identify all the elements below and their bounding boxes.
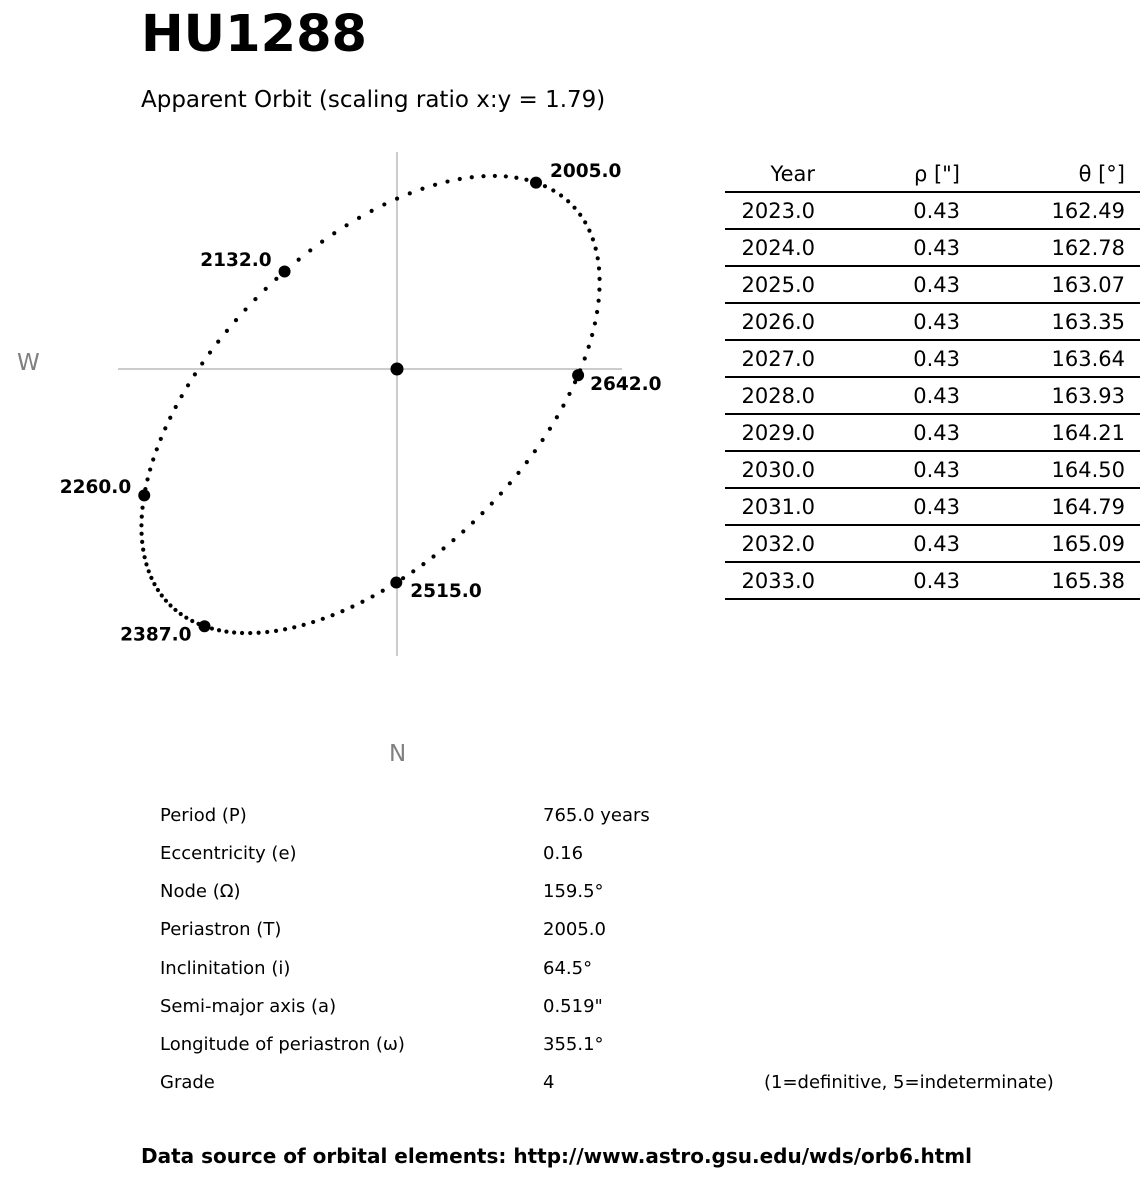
orbit-dot bbox=[593, 321, 597, 325]
orbit-dot bbox=[253, 297, 257, 301]
orbit-dot bbox=[248, 631, 252, 635]
orbit-dot bbox=[190, 619, 194, 623]
ephemeris-cell: 165.09 bbox=[960, 525, 1140, 562]
orbit-dot bbox=[168, 603, 172, 607]
orbit-dot bbox=[566, 199, 570, 203]
ephemeris-cell: 2023.0 bbox=[725, 192, 815, 229]
orbit-dot bbox=[143, 555, 147, 559]
orbit-dot bbox=[590, 333, 594, 337]
orbit-dot bbox=[411, 569, 415, 573]
orbital-element-row bbox=[0, 801, 1141, 831]
orbit-dot bbox=[561, 404, 565, 408]
orbital-element-value: 0.519" bbox=[543, 995, 603, 1017]
orbit-dot bbox=[232, 630, 236, 634]
orbit-dot bbox=[156, 588, 160, 592]
orbit-dot bbox=[240, 631, 244, 635]
orbit-dot bbox=[451, 538, 455, 542]
orbit-dot bbox=[401, 576, 405, 580]
orbit-dot bbox=[370, 594, 374, 598]
epoch-dot bbox=[530, 177, 542, 189]
orbit-dot bbox=[174, 405, 178, 409]
ephemeris-cell: 163.35 bbox=[960, 303, 1140, 340]
orbit-dot bbox=[217, 628, 221, 632]
orbit-dot bbox=[493, 174, 497, 178]
ephemeris-row bbox=[725, 340, 1140, 377]
ephemeris-cell: 0.43 bbox=[815, 266, 960, 303]
apparent-orbit-plot bbox=[0, 140, 700, 800]
orbit-dot bbox=[458, 177, 462, 181]
ephemeris-cell: 0.43 bbox=[815, 525, 960, 562]
orbital-element-value: 159.5° bbox=[543, 881, 604, 903]
ephemeris-cell: 2025.0 bbox=[725, 266, 815, 303]
orbit-dot bbox=[332, 231, 336, 235]
orbit-dot bbox=[257, 631, 261, 635]
ephemeris-cell: 0.43 bbox=[815, 340, 960, 377]
ephemeris-cell: 164.50 bbox=[960, 451, 1140, 488]
ephemeris-cell: 0.43 bbox=[815, 488, 960, 525]
west-axis-label: W bbox=[17, 350, 40, 376]
ephemeris-cell: 164.79 bbox=[960, 488, 1140, 525]
orbit-dot bbox=[163, 426, 167, 430]
orbit-dot bbox=[216, 340, 220, 344]
orbit-dot bbox=[184, 616, 188, 620]
orbit-dot bbox=[350, 605, 354, 609]
orbit-dot bbox=[200, 361, 204, 365]
orbit-dot bbox=[596, 256, 600, 260]
orbit-dot bbox=[302, 623, 306, 627]
orbit-dot bbox=[516, 471, 520, 475]
orbital-element-label: Eccentricity (e) bbox=[160, 843, 297, 865]
ephemeris-row bbox=[725, 562, 1140, 599]
primary-star-dot bbox=[391, 363, 404, 376]
orbit-dot bbox=[155, 447, 159, 451]
orbit-dot bbox=[225, 329, 229, 333]
ephemeris-cell: 2033.0 bbox=[725, 562, 815, 599]
orbit-dot bbox=[597, 277, 601, 281]
ephemeris-col-header: ρ ["] bbox=[815, 156, 960, 192]
orbit-dot bbox=[145, 477, 149, 481]
orbit-dot bbox=[481, 174, 485, 178]
orbital-element-row bbox=[0, 992, 1141, 1022]
orbital-element-value: 4 bbox=[543, 1071, 555, 1093]
orbit-dot bbox=[597, 266, 601, 270]
ephemeris-cell: 162.49 bbox=[960, 192, 1140, 229]
orbit-dot bbox=[234, 318, 238, 322]
orbit-dot bbox=[149, 576, 153, 580]
orbit-dot bbox=[243, 307, 247, 311]
orbit-dot bbox=[594, 247, 598, 251]
orbit-dot bbox=[147, 569, 151, 573]
orbit-dot bbox=[344, 223, 348, 227]
orbit-dot bbox=[508, 481, 512, 485]
orbit-dot bbox=[357, 216, 361, 220]
epoch-dot bbox=[572, 369, 584, 381]
orbit-dot bbox=[265, 630, 269, 634]
orbit-dot bbox=[514, 176, 518, 180]
orbit-dot bbox=[164, 599, 168, 603]
orbit-dot bbox=[360, 600, 364, 604]
orbit-dot bbox=[572, 206, 576, 210]
orbit-dot bbox=[583, 220, 587, 224]
orbital-element-label: Longitude of periastron (ω) bbox=[160, 1033, 405, 1055]
orbit-dot bbox=[159, 437, 163, 441]
ephemeris-cell: 163.93 bbox=[960, 377, 1140, 414]
epoch-dot bbox=[199, 620, 211, 632]
orbit-dot bbox=[173, 608, 177, 612]
orbital-element-label: Node (Ω) bbox=[160, 881, 241, 903]
orbit-dot bbox=[591, 237, 595, 241]
ephemeris-cell: 2031.0 bbox=[725, 488, 815, 525]
orbit-dot bbox=[480, 511, 484, 515]
epoch-label: 2260.0 bbox=[59, 476, 132, 498]
orbit-dot bbox=[433, 183, 437, 187]
epoch-dot bbox=[279, 265, 291, 277]
orbit-dot bbox=[308, 248, 312, 252]
orbit-dot bbox=[224, 629, 228, 633]
orbit-dot bbox=[320, 240, 324, 244]
ephemeris-row bbox=[725, 451, 1140, 488]
ephemeris-row bbox=[725, 303, 1140, 340]
orbit-dot bbox=[595, 310, 599, 314]
orbit-dot bbox=[381, 589, 385, 593]
ephemeris-cell: 162.78 bbox=[960, 229, 1140, 266]
data-source-footer: Data source of orbital elements: http://www.astro.gsu.edu/wds/orb6.html bbox=[141, 1144, 972, 1168]
orbital-element-label: Period (P) bbox=[160, 805, 247, 826]
orbit-dot bbox=[408, 191, 412, 195]
ephemeris-cell: 0.43 bbox=[815, 303, 960, 340]
orbit-dot bbox=[490, 501, 494, 505]
orbit-dot bbox=[567, 392, 571, 396]
orbital-element-label: Grade bbox=[160, 1071, 215, 1093]
orbit-dot bbox=[420, 187, 424, 191]
orbit-dot bbox=[559, 193, 563, 197]
orbit-dot bbox=[395, 196, 399, 200]
ephemeris-cell: 0.43 bbox=[815, 192, 960, 229]
orbit-dot bbox=[431, 554, 435, 558]
north-axis-label: N bbox=[389, 741, 407, 767]
orbit-dot bbox=[524, 178, 528, 182]
ephemeris-row bbox=[725, 488, 1140, 525]
ephemeris-row bbox=[725, 377, 1140, 414]
orbit-dot bbox=[543, 184, 547, 188]
orbit-dot bbox=[587, 229, 591, 233]
plot-subtitle: Apparent Orbit (scaling ratio x:y = 1.79) bbox=[141, 87, 606, 113]
ephemeris-cell: 0.43 bbox=[815, 229, 960, 266]
orbit-dot bbox=[548, 427, 552, 431]
epoch-markers bbox=[60, 161, 662, 646]
orbit-dot bbox=[597, 299, 601, 303]
ephemeris-col-header: Year bbox=[725, 156, 815, 192]
grade-scale-note: (1=definitive, 5=indeterminate) bbox=[764, 1071, 1054, 1093]
orbit-dotted-trajectory bbox=[139, 174, 601, 635]
orbit-dot bbox=[140, 540, 144, 544]
ephemeris-cell: 2027.0 bbox=[725, 340, 815, 377]
epoch-label: 2515.0 bbox=[410, 581, 482, 603]
ephemeris-cell: 0.43 bbox=[815, 377, 960, 414]
orbital-element-row bbox=[0, 839, 1141, 869]
ephemeris-cell: 0.43 bbox=[815, 451, 960, 488]
orbital-element-value: 0.16 bbox=[543, 843, 584, 865]
orbit-dot bbox=[421, 562, 425, 566]
ephemeris-cell: 2032.0 bbox=[725, 525, 815, 562]
orbit-dot bbox=[340, 609, 344, 613]
orbital-element-label: Periastron (T) bbox=[160, 919, 282, 941]
orbit-dot bbox=[168, 416, 172, 420]
orbit-dot bbox=[193, 372, 197, 376]
ephemeris-table-header bbox=[725, 156, 1140, 192]
orbit-dot bbox=[141, 548, 145, 552]
orbit-dot bbox=[140, 515, 144, 519]
orbit-dot bbox=[140, 506, 144, 510]
orbit-dot bbox=[551, 188, 555, 192]
orbit-dot bbox=[321, 617, 325, 621]
ephemeris-cell: 2026.0 bbox=[725, 303, 815, 340]
ephemeris-cell: 163.07 bbox=[960, 266, 1140, 303]
orbit-dot bbox=[144, 562, 148, 566]
ephemeris-cell: 0.43 bbox=[815, 414, 960, 451]
orbit-dot bbox=[139, 532, 143, 536]
orbit-dot bbox=[504, 174, 508, 178]
orbit-dot bbox=[139, 523, 143, 527]
orbit-dot bbox=[148, 467, 152, 471]
ephemeris-cell: 0.43 bbox=[815, 562, 960, 599]
orbital-element-row bbox=[0, 1068, 1141, 1098]
ephemeris-row bbox=[725, 229, 1140, 266]
orbit-dot bbox=[151, 457, 155, 461]
page-title: HU1288 bbox=[141, 5, 368, 64]
ephemeris-cell: 2028.0 bbox=[725, 377, 815, 414]
orbit-dot bbox=[533, 449, 537, 453]
orbit-dot bbox=[382, 202, 386, 206]
orbital-element-row bbox=[0, 954, 1141, 984]
orbit-dot bbox=[499, 491, 503, 495]
ephemeris-col-header: θ [°] bbox=[960, 156, 1140, 192]
orbit-dot bbox=[470, 175, 474, 179]
orbit-dot bbox=[583, 356, 587, 360]
ephemeris-cell: 164.21 bbox=[960, 414, 1140, 451]
epoch-dot bbox=[390, 577, 402, 589]
orbit-dot bbox=[587, 345, 591, 349]
orbit-dot bbox=[152, 582, 156, 586]
orbit-dot bbox=[471, 520, 475, 524]
orbit-dot bbox=[179, 612, 183, 616]
epoch-label: 2642.0 bbox=[590, 373, 662, 395]
ephemeris-cell: 163.64 bbox=[960, 340, 1140, 377]
orbit-dot bbox=[330, 613, 334, 617]
ephemeris-row bbox=[725, 525, 1140, 562]
orbit-dot bbox=[274, 629, 278, 633]
orbital-element-row bbox=[0, 1030, 1141, 1060]
orbital-element-label: Inclinitation (i) bbox=[160, 957, 291, 979]
orbit-dot bbox=[461, 529, 465, 533]
orbit-dot bbox=[578, 213, 582, 217]
orbit-dot bbox=[441, 546, 445, 550]
ephemeris-cell: 2030.0 bbox=[725, 451, 815, 488]
orbital-element-value: 2005.0 bbox=[543, 919, 606, 941]
ephemeris-table bbox=[725, 156, 1140, 600]
orbital-element-value: 355.1° bbox=[543, 1033, 604, 1055]
epoch-label: 2132.0 bbox=[200, 250, 272, 271]
orbit-dot bbox=[160, 593, 164, 597]
orbit-dot bbox=[540, 438, 544, 442]
orbit-dot bbox=[180, 394, 184, 398]
ephemeris-row bbox=[725, 192, 1140, 229]
ephemeris-row bbox=[725, 266, 1140, 303]
ephemeris-row bbox=[725, 414, 1140, 451]
orbit-dot bbox=[555, 415, 559, 419]
orbital-element-row bbox=[0, 877, 1141, 907]
orbital-element-label: Semi-major axis (a) bbox=[160, 995, 337, 1017]
orbit-dot bbox=[292, 625, 296, 629]
orbital-element-row bbox=[0, 915, 1141, 945]
ephemeris-cell: 2024.0 bbox=[725, 229, 815, 266]
orbit-dot bbox=[264, 287, 268, 291]
orbit-dot bbox=[370, 209, 374, 213]
orbit-dot bbox=[525, 460, 529, 464]
orbit-dot bbox=[597, 288, 601, 292]
orbit-dot bbox=[186, 383, 190, 387]
epoch-label: 2005.0 bbox=[550, 161, 622, 183]
epoch-dot bbox=[138, 489, 150, 501]
orbit-dot bbox=[311, 620, 315, 624]
orbit-dot bbox=[208, 350, 212, 354]
orbit-dot bbox=[445, 179, 449, 183]
orbit-dot bbox=[274, 277, 278, 281]
orbital-element-value: 64.5° bbox=[543, 957, 593, 979]
orbit-dot bbox=[283, 627, 287, 631]
ephemeris-cell: 2029.0 bbox=[725, 414, 815, 451]
epoch-label: 2387.0 bbox=[120, 624, 192, 646]
ephemeris-cell: 165.38 bbox=[960, 562, 1140, 599]
orbit-dot bbox=[297, 257, 301, 261]
orbital-element-value: 765.0 years bbox=[543, 805, 650, 826]
